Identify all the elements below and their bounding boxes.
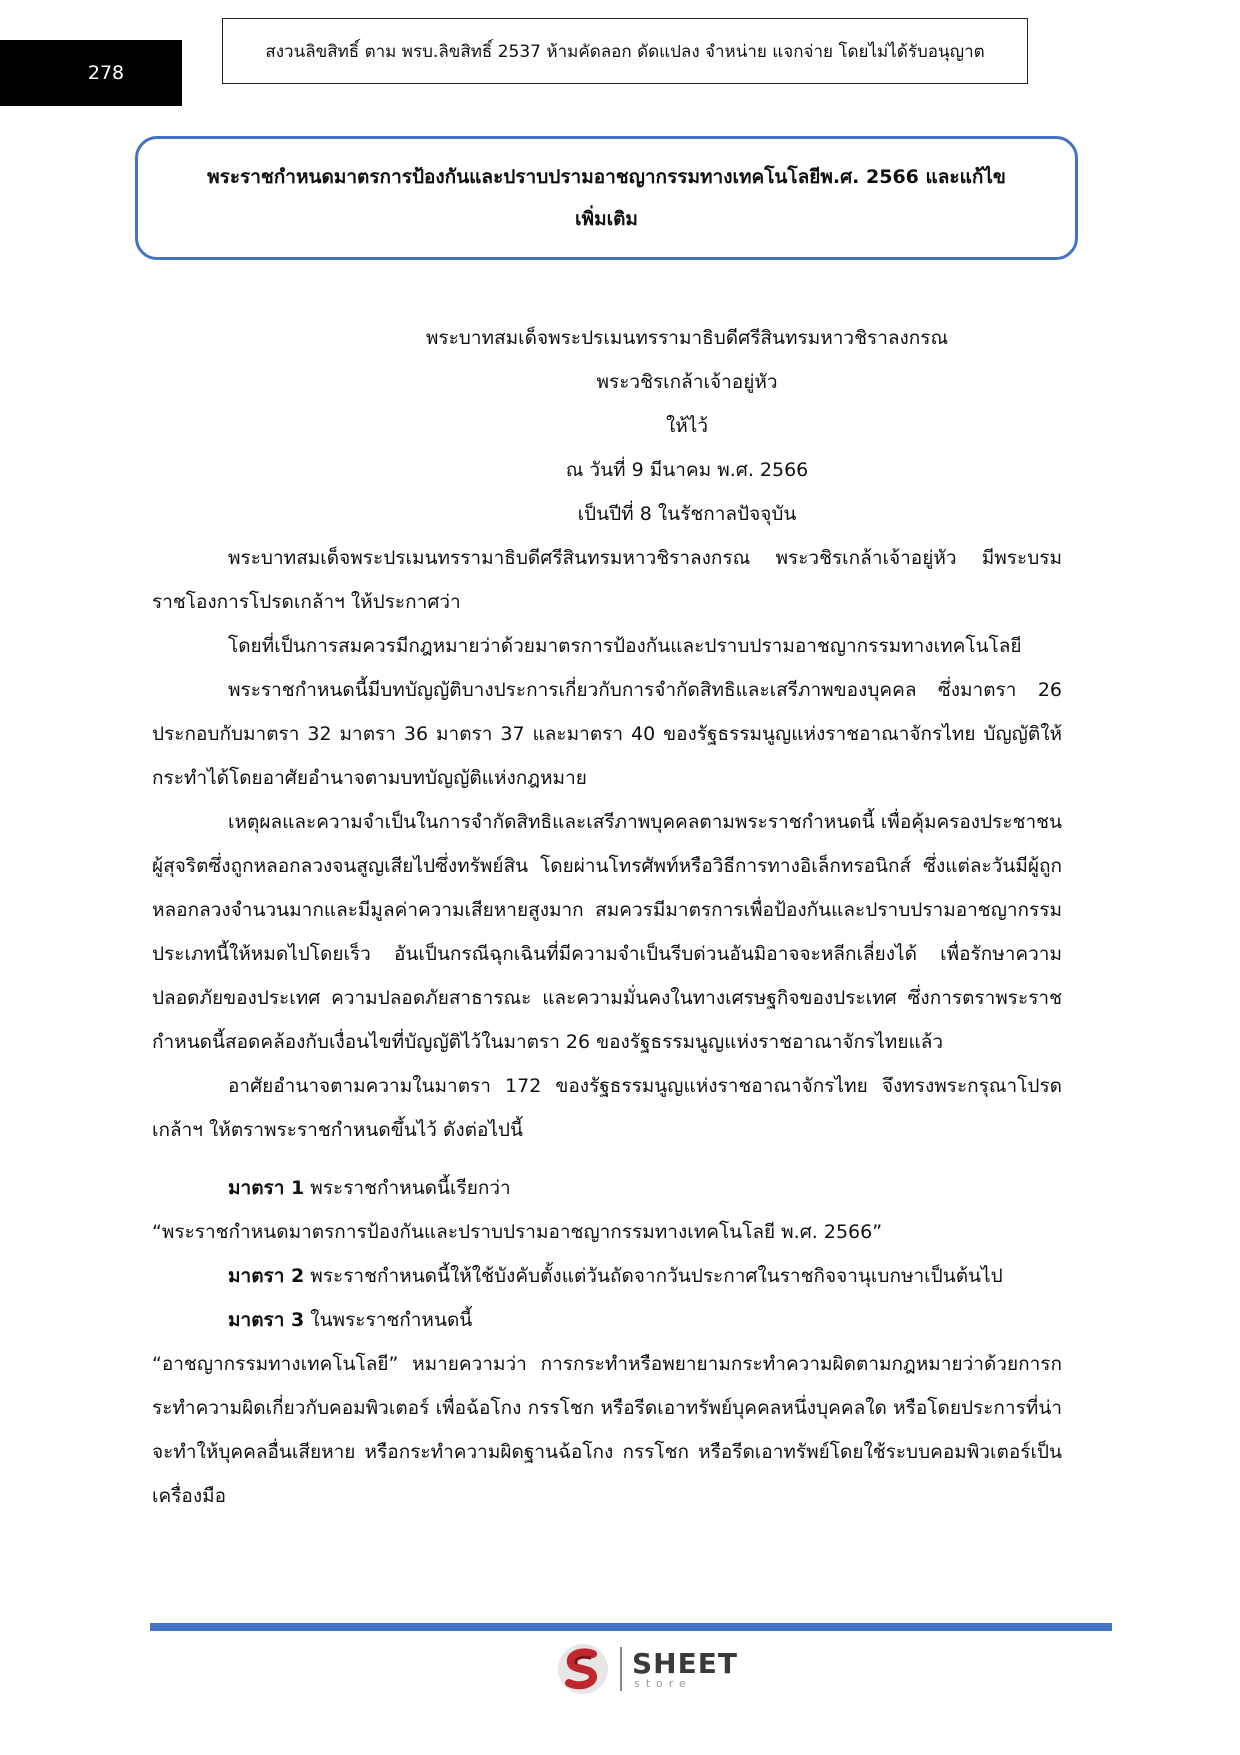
page-number: 278 <box>0 40 182 106</box>
preamble-line: เป็นปีที่ 8 ในรัชกาลปัจจุบัน <box>577 503 797 525</box>
preamble-line: ให้ไว้ <box>665 415 709 437</box>
body-paragraph: เหตุผลและความจำเป็นในการจำกัดสิทธิและเสรีภาพบุคคลตามพระราชกำหนดนี้ เพื่อคุ้มครองประชาชนผู้สุจริตซึ่งถูกหลอกลวงจนสูญเสียไปซึ่งทรัพย์สิน โดยผ่านโทรศัพท์หรือวิธีการทางอิเล็กทรอนิกส์ ซึ่งแต่ละวันมีผู้ถูกหลอกลวงจำนวนมากและมีมูลค่าความเสียหายสูงมาก สมควรมีมาตรการเพื่อป้องกันและปราบปรามอาชญากรรมประเภทนี้ให้หมดไปโดยเร็ว อันเป็นกรณีฉุกเฉินที่มีความจำเป็นรีบด่วนอันมิอาจจะหลีกเลี่ยงได้ เพื่อรักษาความปลอดภัยของประเทศ ความปลอดภัยสาธารณะ และความมั่นคงในทางเศรษฐกิจของประเทศ ซึ่งการตราพระราชกำหนดนี้สอดคล้องกับเงื่อนไขที่บัญญัติไว้ในมาตรา 26 ของรัฐธรรมนูญแห่งราชอาณาจักรไทยแล้ว <box>152 811 1062 1053</box>
section-text: พระราชกำหนดนี้เรียกว่า <box>304 1177 511 1199</box>
document-title-line1: พระราชกำหนดมาตรการป้องกันและปราบปรามอาชญากรรมทางเทคโนโลยีพ.ศ. 2566 และแก้ไข <box>207 166 1006 188</box>
body-paragraph: พระบาทสมเด็จพระปรเมนทรรามาธิบดีศรีสินทรมหาวชิราลงกรณ พระวชิรเกล้าเจ้าอยู่หัว มีพระบรมราชโองการโปรดเกล้าฯ ให้ประกาศว่า <box>152 547 1062 613</box>
sheet-store-logo <box>556 1642 738 1696</box>
preamble-line: พระวชิรเกล้าเจ้าอยู่หัว <box>596 371 778 393</box>
copyright-notice: สงวนลิขสิทธิ์ ตาม พรบ.ลิขสิทธิ์ 2537 ห้ามคัดลอก ดัดแปลง จำหน่าย แจกจ่าย โดยไม่ได้รับอนุญาต <box>222 18 1028 84</box>
section-text: ในพระราชกำหนดนี้ <box>304 1309 473 1331</box>
document-title-line2: เพิ่มเติม <box>575 208 638 230</box>
footer-rule <box>150 1623 1112 1631</box>
section-text: พระราชกำหนดนี้ให้ใช้บังคับตั้งแต่วันถัดจากวันประกาศในราชกิจจานุเบกษาเป็นต้นไป <box>304 1265 1003 1287</box>
logo-separator <box>620 1647 622 1691</box>
section-label: มาตรา 1 <box>228 1177 305 1199</box>
logo-sub: store <box>634 1676 692 1690</box>
section-label: มาตรา 2 <box>228 1265 305 1287</box>
document-title-box <box>135 136 1078 260</box>
section-label: มาตรา 3 <box>228 1309 305 1331</box>
act-name: “พระราชกำหนดมาตรการป้องกันและปราบปรามอาชญากรรมทางเทคโนโลยี พ.ศ. 2566” <box>152 1221 883 1243</box>
document-body <box>152 316 1062 1518</box>
sheet-logo-icon <box>556 1642 610 1696</box>
body-paragraph: โดยที่เป็นการสมควรมีกฎหมายว่าด้วยมาตรการป้องกันและปราบปรามอาชญากรรมทางเทคโนโลยี <box>228 635 1022 657</box>
preamble-line: ณ วันที่ 9 มีนาคม พ.ศ. 2566 <box>565 459 809 481</box>
body-paragraph: อาศัยอำนาจตามความในมาตรา 172 ของรัฐธรรมนูญแห่งราชอาณาจักรไทย จึงทรงพระกรุณาโปรดเกล้าฯ ให้ตราพระราชกำหนดขึ้นไว้ ดังต่อไปนี้ <box>152 1075 1062 1141</box>
definition-paragraph: “อาชญากรรมทางเทคโนโลยี” หมายความว่า การกระทำหรือพยายามกระทำความผิดตามกฎหมายว่าด้วยการกระทำความผิดเกี่ยวกับคอมพิวเตอร์ เพื่อฉ้อโกง กรรโชก หรือรีดเอาทรัพย์บุคคลหนึ่งบุคคลใด หรือโดยประการที่น่าจะทำให้บุคคลอื่นเสียหาย หรือกระทำความผิดฐานฉ้อโกง กรรโชก หรือรีดเอาทรัพย์โดยใช้ระบบคอมพิวเตอร์เป็นเครื่องมือ <box>152 1353 1062 1507</box>
logo-word: SHEET <box>632 1646 738 1680</box>
body-paragraph: พระราชกำหนดนี้มีบทบัญญัติบางประการเกี่ยวกับการจำกัดสิทธิและเสรีภาพของบุคคล ซึ่งมาตรา 26 ประกอบกับมาตรา 32 มาตรา 36 มาตรา 37 และมาตรา 40 ของรัฐธรรมนูญแห่งราชอาณาจักรไทย บัญญัติให้กระทำได้โดยอาศัยอำนาจตามบทบัญญัติแห่งกฎหมาย <box>152 679 1062 789</box>
preamble-line: พระบาทสมเด็จพระปรเมนทรรามาธิบดีศรีสินทรมหาวชิราลงกรณ <box>425 327 949 349</box>
logo-text <box>632 1646 738 1690</box>
section-3 <box>152 1298 1062 1342</box>
section-2 <box>152 1254 1062 1298</box>
section-1 <box>152 1166 1062 1210</box>
